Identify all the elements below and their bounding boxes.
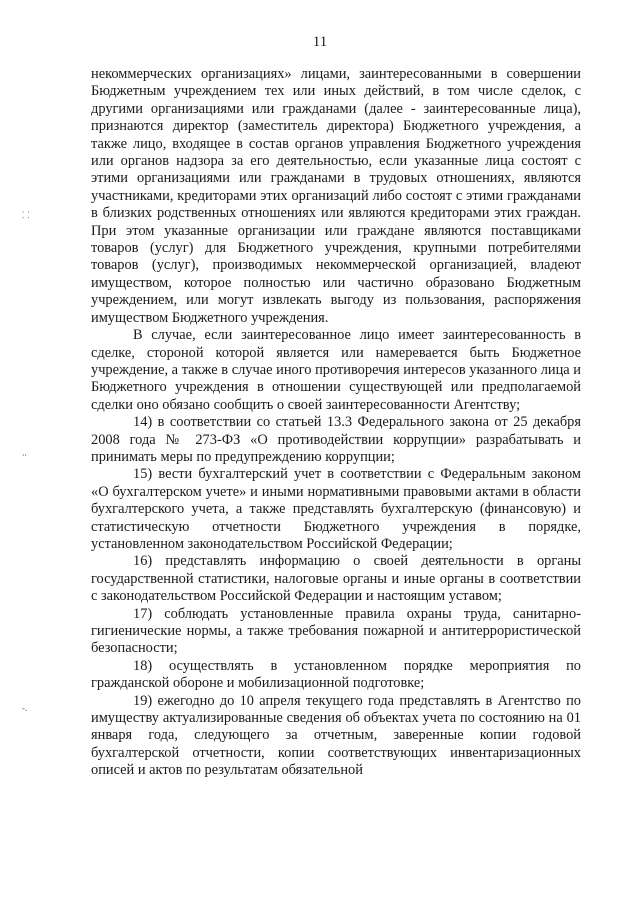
paragraph: 17) соблюдать установленные правила охраны труда, санитарно-гигиенические нормы, а также требования пожарной и антитеррористической безопасности; (91, 605, 581, 657)
paragraph: 16) представлять информацию о своей деятельности в органы государственной статистики, налоговые органы и иные органы в соответствии с законодательством Российской Федерации и настоящим уставом; (91, 553, 581, 605)
paragraph: 18) осуществлять в установленном порядке мероприятия по гражданской обороне и мобилизационной подготовке; (91, 657, 581, 692)
page-number: 11 (312, 34, 328, 50)
paragraph: 15) вести бухгалтерский учет в соответствии с Федеральным законом «О бухгалтерском учете» и иными нормативными правовыми актами в области бухгалтерского учета, а также представлять бухгалтерскую (финансовую) и статистическую отчетности Бюджетного учреждения в порядке, установленном законодательством Российской Федерации; (91, 466, 581, 552)
document-body (91, 66, 581, 780)
paragraph: некоммерческих организациях» лицами, заинтересованными в совершении Бюджетным учреждением тех или иных действий, в том числе сделок, с другими организациями или гражданами (далее - заинтересованные лица), признаются директор (заместитель директора) Бюджетного учреждения, а также лицо, входящее в состав органов управления Бюджетного учреждения или органов надзора за его деятельностью, если указанные лица состоят с этими организациями или гражданами в трудовых отношениях, являются участниками, кредиторами этих организаций либо состоят с этими гражданами в близких родственных отношениях или являются кредиторами этих граждан. При этом указанные организации или граждане являются поставщиками товаров (услуг) для Бюджетного учреждения, крупными потребителями товаров (услуг), производимых некоммерческой организацией, владеют имуществом, которое полностью или частично образовано Бюджетным учреждением, или могут извлекать выгоду из пользования, распоряжения имуществом Бюджетного учреждения. (91, 66, 581, 326)
scan-artifact-mark: -. (22, 703, 28, 713)
paragraph: В случае, если заинтересованное лицо имеет заинтересованность в сделке, стороной которой является или намеревается быть Бюджетное учреждение, а также в случае иного противоречия интересов указанного лица и Бюджетного учреждения в отношении существующей или предполагаемой сделки оно обязано сообщить о своей заинтересованности Агентству; (91, 327, 581, 413)
paragraph: 14) в соответствии со статьей 13.3 Федерального закона от 25 декабря 2008 года № 273-ФЗ «О противодействии коррупции» разрабатывать и принимать меры по предупреждению коррупции; (91, 414, 581, 465)
paragraph: 19) ежегодно до 10 апреля текущего года представлять в Агентство по имуществу актуализированные сведения об объектах учета по состоянию на 01 января года, следующего за отчетным, заверенные копии годовой бухгалтерской отчетности, копии соответствующих инвентаризационных описей и актов по результатам обязательной (91, 692, 581, 779)
scan-artifact-mark: ⸬ (22, 210, 30, 220)
scan-artifact-mark: ⸳⸳ (22, 449, 27, 459)
